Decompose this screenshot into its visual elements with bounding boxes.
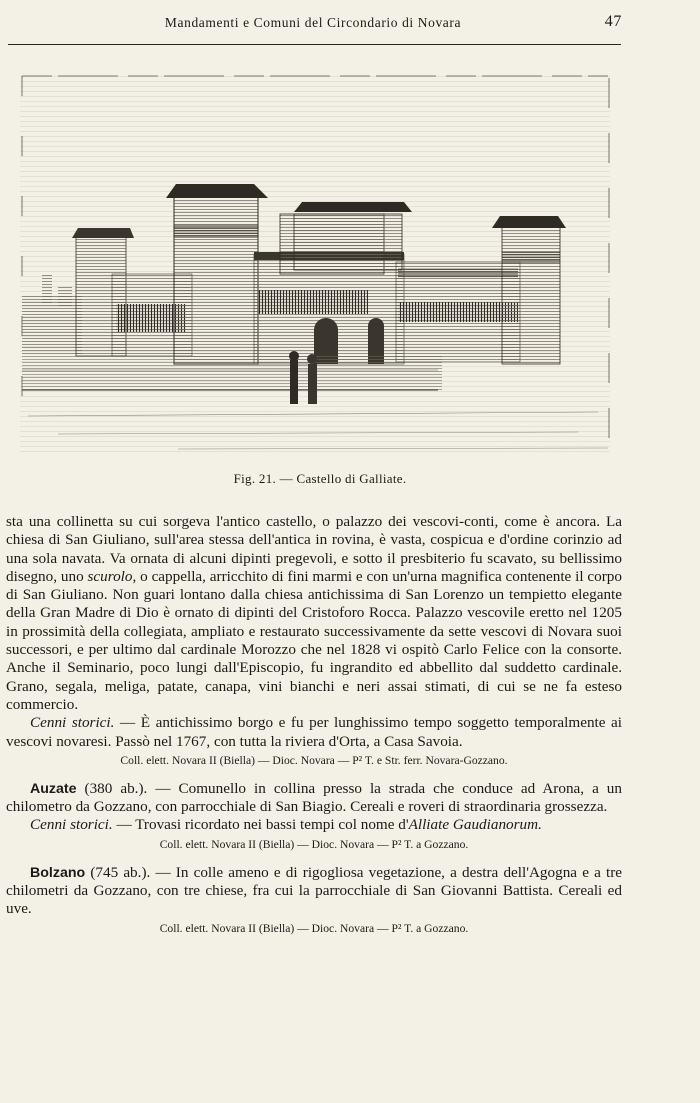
running-header	[8, 12, 622, 34]
header-title: Mandamenti e Comuni del Circondario di Novara	[164, 15, 462, 30]
castle-engraving	[18, 64, 614, 456]
auzate-meta: Coll. elett. Novara II (Biella) — Dioc. Novara — P² T. a Gozzano.	[159, 837, 469, 851]
galliate-history-text: — È antichissimo borgo e fu per lunghissimo tempo soggetto temporalmente ai vescovi novaresi. Passò nel 1767, con tutta la riviera d'Orta, a Casa Savoia.	[6, 714, 623, 750]
galliate-text-a: sta una collinetta su cui sorgeva l'antico castello, o palazzo dei vescovi-conti, come è ancora. La chiesa di San Giuliano, sull'area stessa dell'antica in rovina, è vasta, cospicua e d'ordine corinzio ad una sola navata. Va ornata di alcuni dipinti pregevoli, e sotto il presbiterio fu scavato, su bellissimo disegno, uno	[6, 513, 622, 585]
galliate-paragraph	[6, 513, 622, 714]
galliate-text-b: , o cappella, arricchito di fini marmi e con un'urna magnifica contenente il corpo di San Giuliano. Non guari lontano dalla chiesa antichissima di San Lorenzo un tempietto elegante della Gran Madre di Dio è ornato di dipinti del Cristoforo Rocca. Palazzo vescovile eretto nel 1205 in prossimità della collegiata, ampliato e restaurato successivamente da sette vescovi di Novara suoi successori, e per ultimo dal cardinale Morozzo che nel 1828 vi ospitò Carlo Felice con la consorte. Anche il Seminario, poco lungi dall'Episcopio, fu ingrandito ed abbellito dal suddetto cardinale. Grano, segala, meliga, patate, canapa, vini bianchi e neri assai stimati, di cui se ne fa esteso commercio.	[6, 567, 622, 713]
galliate-meta: Coll. elett. Novara II (Biella) — Dioc. Novara — P² T. e Str. ferr. Novara-Gozzano.	[120, 753, 508, 767]
auzate-entry	[6, 780, 622, 817]
cenni-label: Cenni storici.	[30, 816, 113, 834]
bolzano-text: (745 ab.). — In colle ameno e di rigogliosa vegetazione, a destra dell'Agogna e a tre chilometri da Gozzano, con tre chiese, fra cui la parrocchiale di San Giovanni Battista. Cereali ed uve.	[6, 863, 622, 918]
bolzano-meta: Coll. elett. Novara II (Biella) — Dioc. Novara — P² T. a Gozzano.	[159, 921, 469, 935]
page-number: 47	[604, 13, 622, 30]
cenni-label: Cenni storici.	[30, 714, 115, 732]
alliate-term: Alliate Gaudianorum.	[408, 816, 542, 834]
bolzano-name: Bolzano	[30, 864, 86, 881]
header-rule	[8, 44, 621, 45]
auzate-history-text: — Trovasi ricordato nei bassi tempi col nome d'	[112, 816, 409, 834]
page-body	[6, 513, 622, 936]
scurolo-term: scurolo	[87, 567, 133, 585]
auzate-name: Auzate	[30, 780, 77, 797]
auzate-text: (380 ab.). — Comunello in collina presso la strada che conduce ad Arona, a un chilometro da Gozzano, con parrocchiale di San Biagio. Cereali e roveri di straordinaria grossezza.	[6, 779, 622, 816]
bolzano-entry	[6, 864, 622, 919]
figure-caption: Fig. 21. — Castello di Galliate.	[233, 471, 407, 486]
galliate-history	[6, 714, 622, 751]
auzate-history	[6, 816, 622, 834]
